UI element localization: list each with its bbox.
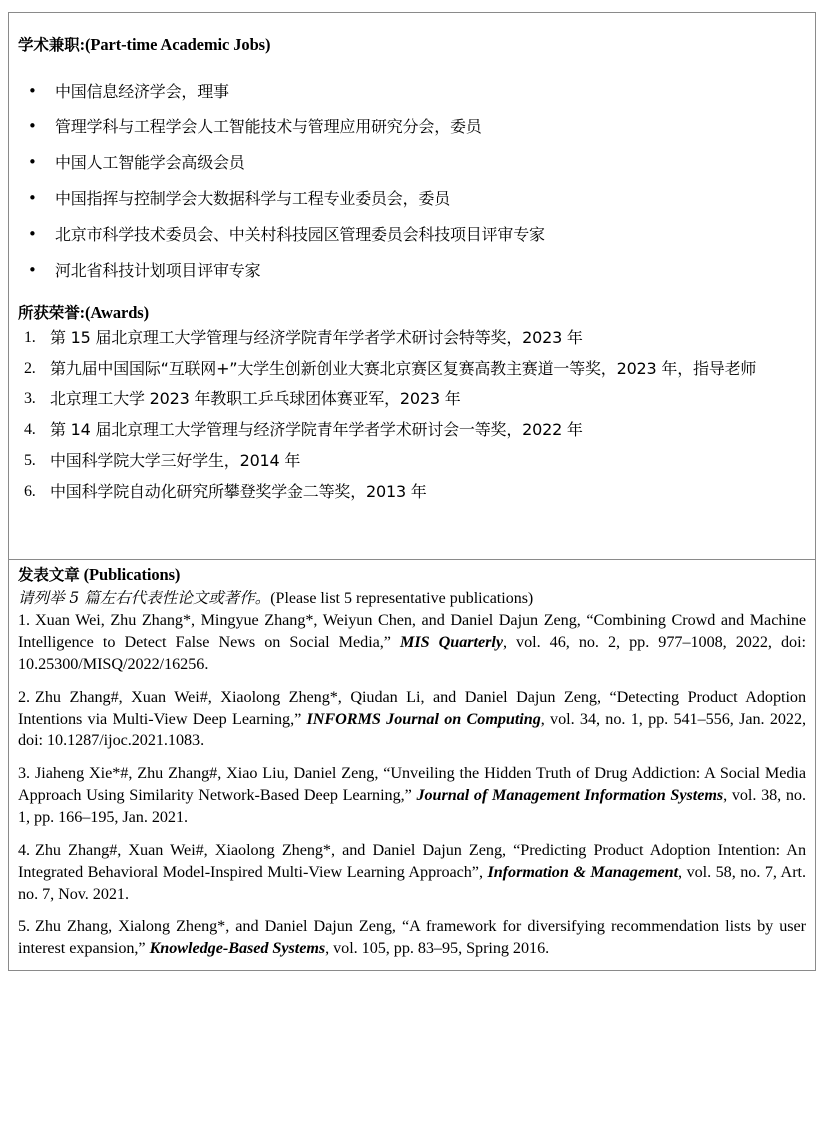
list-item bbox=[18, 450, 806, 473]
list-item bbox=[18, 327, 806, 350]
list-item bbox=[18, 610, 806, 676]
bullet-icon: • bbox=[28, 224, 37, 243]
publications-instruction-cn: 请列举 5 篇左右代表性论文或著作。 bbox=[18, 588, 271, 607]
publications-heading bbox=[18, 565, 806, 586]
list-item-number: 2. bbox=[24, 359, 36, 377]
table-row-publications bbox=[9, 560, 816, 971]
list-item-number: 4. bbox=[18, 840, 31, 859]
awards-heading-sep: : bbox=[79, 303, 86, 323]
list-item-label: 第九届中国国际“互联网+”大学生创新创业大赛北京赛区复赛高教主赛道一等奖，2023 年，指导老师 bbox=[50, 358, 757, 378]
publication-text-pre: Xuan Wei, Zhu Zhang*, Mingyue Zhang*, Weiyun Chen, and Daniel Dajun Zeng, “Combining Crowd and Machine Intelligence to Detect False News on Social Media,” bbox=[18, 611, 806, 651]
list-item-label: 中国科学院自动化研究所攀登奖学金二等奖，2013 年 bbox=[50, 481, 427, 501]
bullet-icon: • bbox=[28, 117, 37, 136]
list-item-label: 中国人工智能学会高级会员 bbox=[55, 153, 245, 173]
awards-heading bbox=[18, 303, 806, 324]
awards-heading-en: (Awards) bbox=[85, 303, 149, 323]
publication-text-post: , vol. 58, no. 7, Art. no. 7, Nov. 2021. bbox=[18, 862, 806, 903]
publication-text-pre: Jiaheng Xie*#, Zhu Zhang#, Xiao Liu, Daniel Zeng, “Unveiling the Hidden Truth of Drug Addiction: A Social Media Approach Using Similarity Network-Based Deep Learning,” bbox=[18, 764, 806, 805]
list-item-number: 3. bbox=[24, 390, 36, 408]
list-item-number: 2. bbox=[18, 687, 31, 706]
publications-instruction bbox=[18, 588, 806, 609]
list-item bbox=[18, 687, 806, 753]
list-item bbox=[18, 358, 806, 381]
list-item-label: 北京理工大学 2023 年教职工乒乓球团体赛亚军，2023 年 bbox=[50, 389, 461, 409]
part-time-jobs-heading-en: (Part-time Academic Jobs) bbox=[85, 35, 271, 54]
publication-text-pre: Zhu Zhang#, Xuan Wei#, Xiaolong Zheng*, and Daniel Dajun Zeng, “Predicting Product Adoption Intention: An Integrated Behavioral Model-Inspired Multi-View Learning Approach”, bbox=[18, 840, 806, 881]
awards-heading-cn: 所获荣誉 bbox=[18, 304, 80, 323]
list-item-label: 北京市科学技术委员会、中关村科技园区管理委员会科技项目评审专家 bbox=[55, 224, 545, 244]
list-item-label: 第 14 届北京理工大学管理与经济学院青年学者学术研讨会一等奖，2022 年 bbox=[50, 420, 583, 440]
part-time-jobs-heading-sep: : bbox=[79, 35, 86, 54]
list-item bbox=[18, 261, 806, 282]
journal-title: Information & Management bbox=[487, 862, 679, 881]
publications-list bbox=[18, 610, 806, 960]
list-item bbox=[18, 481, 806, 504]
list-item-number: 6. bbox=[24, 482, 36, 500]
bullet-icon: • bbox=[28, 260, 37, 279]
publications-instruction-en: (Please list 5 representative publications) bbox=[270, 589, 534, 607]
cell-jobs-awards bbox=[9, 13, 816, 560]
part-time-jobs-heading bbox=[18, 35, 806, 56]
bullet-icon: • bbox=[28, 81, 37, 100]
list-item bbox=[18, 840, 806, 906]
journal-title: MIS Quarterly bbox=[400, 632, 503, 651]
list-item-label: 中国信息经济学会，理事 bbox=[55, 81, 229, 101]
list-item bbox=[18, 82, 806, 103]
list-item bbox=[18, 916, 806, 960]
list-item-number: 1. bbox=[24, 329, 36, 347]
list-item bbox=[18, 763, 806, 829]
cell-publications bbox=[9, 560, 816, 971]
part-time-jobs-heading-cn: 学术兼职 bbox=[18, 36, 80, 54]
publications-heading-en-label: (Publications) bbox=[83, 565, 181, 585]
publication-text-post: , vol. 46, no. 2, pp. 977–1008, 2022, doi: 10.25300/MISQ/2022/16256. bbox=[18, 632, 806, 673]
list-item-number: 3. bbox=[18, 764, 31, 783]
list-item-label: 第 15 届北京理工大学管理与经济学院青年学者学术研讨会特等奖，2023 年 bbox=[50, 328, 583, 348]
list-item-number: 5. bbox=[18, 917, 31, 936]
journal-title: Journal of Management Information Systems bbox=[416, 786, 724, 805]
list-item-number: 1. bbox=[18, 611, 31, 630]
journal-title: Knowledge-Based Systems bbox=[149, 939, 326, 958]
list-item bbox=[18, 225, 806, 246]
publication-text-post: , vol. 34, no. 1, pp. 541–556, Jan. 2022, doi: 10.1287/ijoc.2021.1083. bbox=[18, 709, 806, 750]
part-time-jobs-list bbox=[18, 82, 806, 282]
list-item bbox=[18, 117, 806, 138]
publication-text-pre: Zhu Zhang#, Xuan Wei#, Xiaolong Zheng*, Qiudan Li, and Daniel Dajun Zeng, “Detecting Product Adoption Intentions via Multi-View Deep Learning,” bbox=[18, 687, 806, 728]
bullet-icon: • bbox=[28, 189, 37, 208]
list-item-number: 4. bbox=[24, 421, 36, 439]
list-item-label: 中国指挥与控制学会大数据科学与工程专业委员会，委员 bbox=[55, 189, 451, 209]
list-item-label: 管理学科与工程学会人工智能技术与管理应用研究分会，委员 bbox=[55, 117, 482, 137]
list-item bbox=[18, 388, 806, 411]
list-item-label: 中国科学院大学三好学生，2014 年 bbox=[50, 450, 301, 470]
list-item-label: 河北省科技计划项目评审专家 bbox=[55, 260, 261, 280]
list-item bbox=[18, 189, 806, 210]
bullet-icon: • bbox=[28, 153, 37, 172]
list-item-number: 5. bbox=[24, 451, 36, 469]
list-item bbox=[18, 153, 806, 174]
list-item bbox=[18, 419, 806, 442]
cv-form-table bbox=[8, 12, 816, 971]
publications-heading-cn: 发表文章 bbox=[18, 566, 80, 585]
publication-text-pre: Zhu Zhang, Xialong Zheng*, and Daniel Dajun Zeng, “A framework for diversifying recommendation lists by user interest expansion,” bbox=[18, 917, 806, 958]
publication-text-post: , vol. 38, no. 1, pp. 166–195, Jan. 2021. bbox=[18, 786, 806, 826]
awards-list bbox=[18, 327, 806, 503]
publication-text-post: , vol. 105, pp. 83–95, Spring 2016. bbox=[325, 939, 550, 958]
table-row-jobs-awards bbox=[9, 13, 816, 560]
cell-bottom-spacer bbox=[18, 511, 806, 545]
journal-title: INFORMS Journal on Computing bbox=[306, 709, 541, 728]
